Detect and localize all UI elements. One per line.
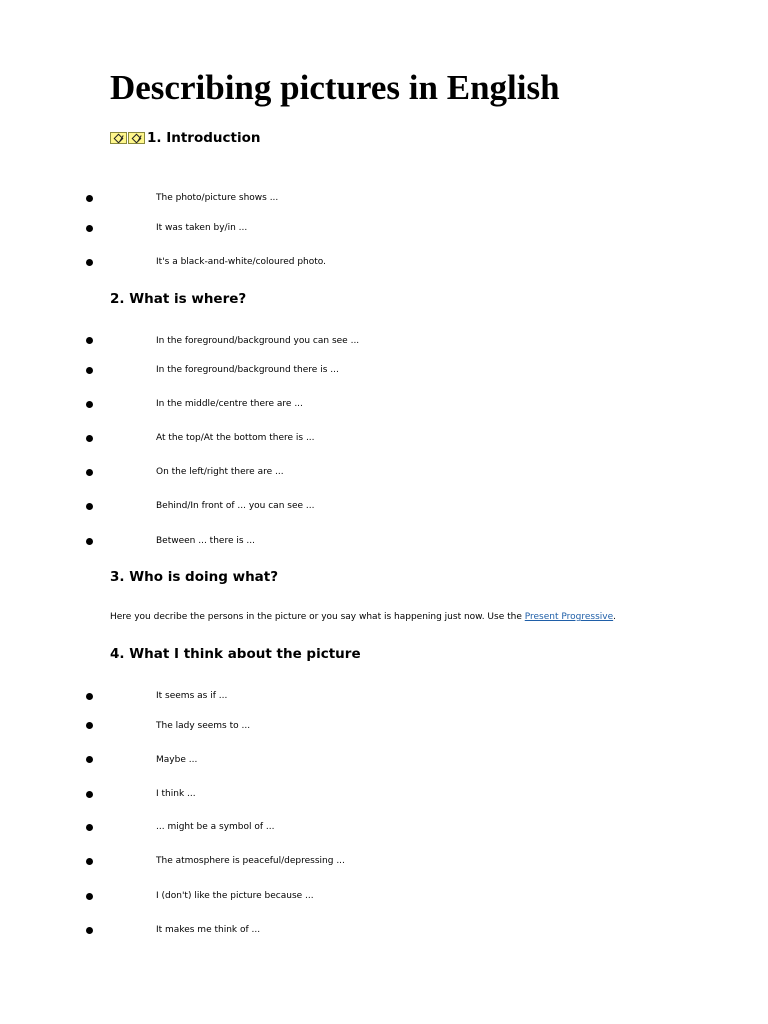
list-item: The lady seems to ... (156, 721, 251, 731)
list-item: In the foreground/background you can see ... (156, 336, 360, 346)
list-item: On the left/right there are ... (156, 467, 284, 477)
bullet-icon (86, 401, 93, 408)
section-heading-introduction (110, 129, 260, 147)
list-item: I (don't) like the picture because ... (156, 891, 314, 901)
list-item: It makes me think of ... (156, 925, 261, 935)
bullet-icon (86, 791, 93, 798)
section-heading-what-is-where: 2. What is where? (110, 291, 247, 307)
list-item: In the foreground/background there is ... (156, 365, 339, 375)
bullet-icon (86, 756, 93, 763)
section-heading-who-is-doing-what: 3. Who is doing what? (110, 569, 279, 585)
bullet-icon (86, 195, 93, 202)
paragraph-end: . (613, 612, 617, 622)
bullet-icon (86, 722, 93, 729)
list-item: The photo/picture shows ... (156, 193, 279, 203)
list-item: At the top/At the bottom there is ... (156, 433, 315, 443)
bullet-icon (86, 225, 93, 232)
list-item: Behind/In front of ... you can see ... (156, 501, 315, 511)
list-item: It seems as if ... (156, 691, 228, 701)
list-item: Between ... there is ... (156, 536, 255, 546)
bullet-icon (86, 503, 93, 510)
bullet-icon (86, 824, 93, 831)
list-item: I think ... (156, 789, 196, 799)
bullet-icon (86, 259, 93, 266)
list-item: The atmosphere is peaceful/depressing ... (156, 856, 345, 866)
bullet-icon (86, 538, 93, 545)
bullet-icon (86, 893, 93, 900)
bullet-icon (86, 858, 93, 865)
bullet-icon (86, 469, 93, 476)
list-item: In the middle/centre there are ... (156, 399, 303, 409)
present-progressive-link[interactable]: Present Progressive (524, 612, 614, 622)
anchor-icon[interactable] (128, 132, 145, 144)
paragraph-text: Here you decribe the persons in the picture or you say what is happening just now. Use the (110, 612, 525, 622)
bullet-icon (86, 435, 93, 442)
section-paragraph (110, 611, 616, 623)
list-item: ... might be a symbol of ... (156, 822, 275, 832)
bullet-icon (86, 367, 93, 374)
anchor-icons (110, 132, 146, 144)
section-heading-label: 1. Introduction (147, 130, 261, 146)
section-heading-what-i-think: 4. What I think about the picture (110, 646, 361, 662)
bullet-icon (86, 337, 93, 344)
page-title: Describing pictures in English (110, 68, 560, 107)
bullet-icon (86, 927, 93, 934)
anchor-icon[interactable] (110, 132, 127, 144)
bullet-icon (86, 693, 93, 700)
list-item: It's a black-and-white/coloured photo. (156, 257, 327, 267)
list-item: Maybe ... (156, 755, 198, 765)
list-item: It was taken by/in ... (156, 223, 248, 233)
